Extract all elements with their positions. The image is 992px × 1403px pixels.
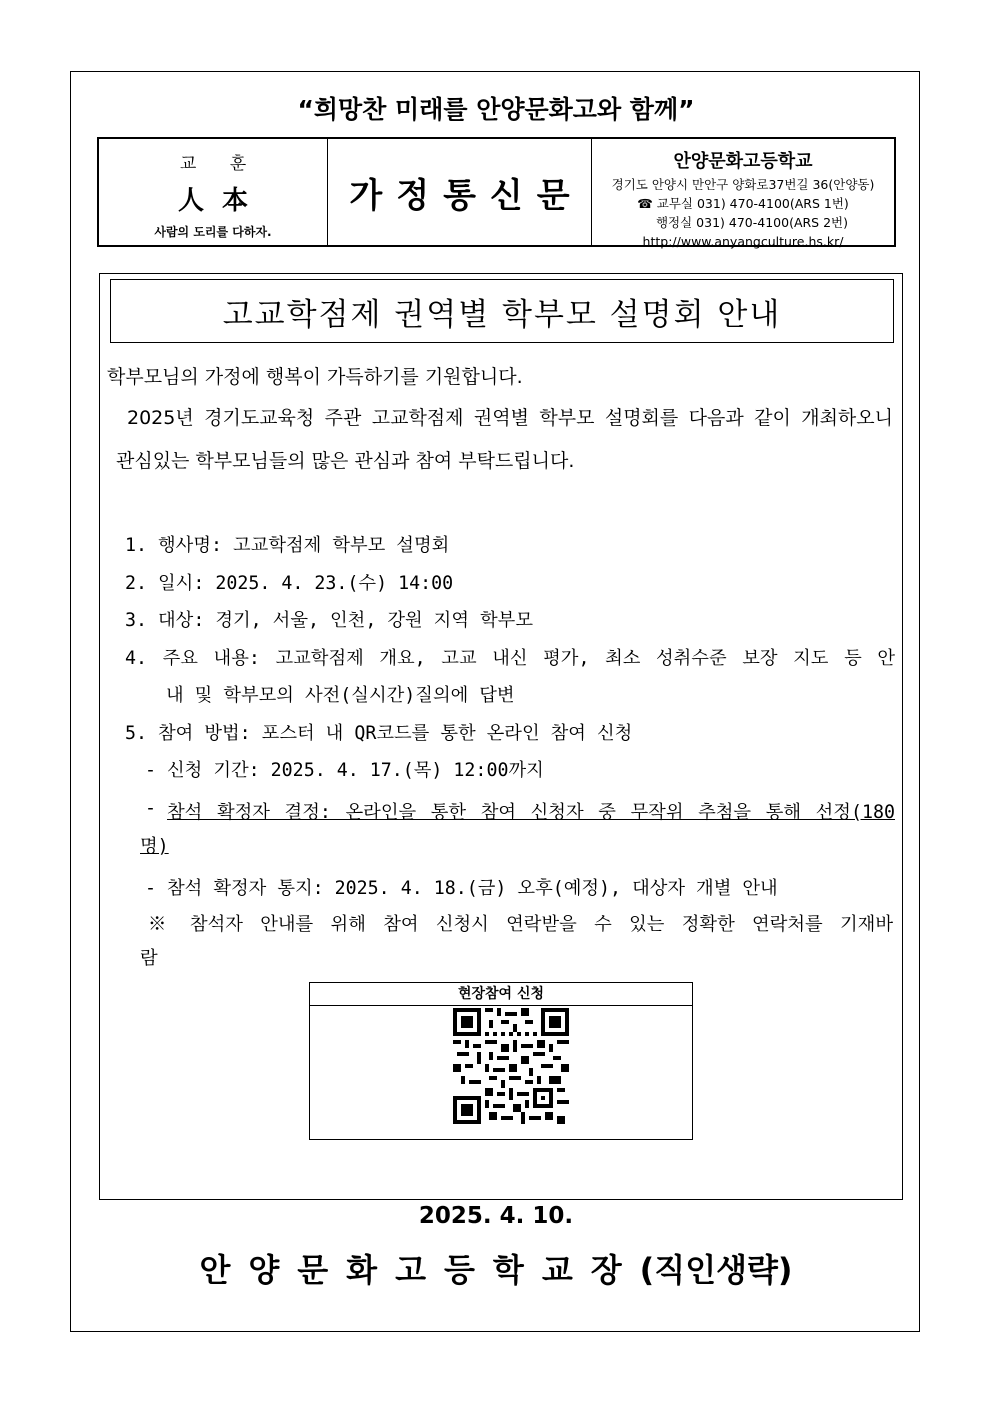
item-target: 3. 대상: 경기, 서울, 인천, 강원 지역 학부모 [125, 610, 533, 631]
qr-code-icon[interactable] [453, 1008, 569, 1124]
principal-signature [0, 1245, 992, 1291]
greeting: 학부모님의 가정에 행복이 가득하기를 기원합니다. [107, 366, 523, 388]
school-slogan: “희망찬 미래를 안양문화고와 함께” [297, 95, 695, 124]
intro-line-2: 관심있는 학부모님들의 많은 관심과 참여 부탁드립니다. [116, 450, 575, 472]
item-event: 1. 행사명: 고교학점제 학부모 설명회 [125, 535, 450, 556]
school-website-link[interactable]: http://www.anyangculture.hs.kr/ [642, 234, 844, 249]
school-info [592, 139, 894, 249]
item-notify: - 참석 확정자 통지: 2025. 4. 18.(금) 오후(예정), 대상자 개별 안내 [145, 878, 778, 899]
school-motto [99, 139, 328, 245]
phone-office: ☎ 교무실 031) 470-4100(ARS 1번) [637, 196, 849, 211]
newsletter-title: 가정통신문 [349, 175, 584, 216]
letterhead [97, 137, 896, 247]
selection-line-2: 명) [140, 836, 169, 857]
motto-label: 교 훈 [179, 154, 261, 174]
newsletter-cell [328, 139, 592, 245]
issue-date: 2025. 4. 10. [418, 1203, 574, 1229]
qr-signup-box [309, 982, 693, 1140]
principal-title: 안양문화고등학교장 [199, 1251, 640, 1289]
remark-line-2: 람 [140, 948, 158, 969]
item-datetime: 2. 일시: 2025. 4. 23.(수) 14:00 [125, 572, 454, 594]
motto-sub: 사람의 도리를 다하자. [154, 225, 272, 239]
phone-admin: 행정실 031) 470-4100(ARS 2번) [655, 215, 848, 230]
item-content-1: 4. 주요 내용: 고교학점제 개요, 고교 내신 평가, 최소 성취수준 보장 지도 등 안 [125, 647, 895, 669]
seal-note: (직인생략) [639, 1251, 793, 1289]
selection-dash: - [145, 798, 168, 819]
school-address: 경기도 안양시 만안구 양화로37번길 36(안양동) [611, 177, 875, 192]
item-method: 5. 참여 방법: 포스터 내 QR코드를 통한 온라인 참여 신청 [125, 722, 633, 744]
school-name: 안양문화고등학교 [673, 151, 813, 172]
intro-line-1: 2025년 경기도교육청 주관 고교학점제 권역별 학부모 설명회를 다음과 같이 개최하오니 [127, 407, 893, 429]
notice-items [125, 527, 895, 792]
notice-title: 고교학점제 권역별 학부모 설명회 안내 [110, 279, 894, 343]
motto-main: 人本 [177, 186, 266, 216]
qr-label: 현장참여 신청 [310, 983, 692, 1006]
selection-text: 참석 확정자 결정: 온라인을 통한 참여 신청자 중 무작위 추첨을 통해 선정(180 [167, 802, 895, 823]
item-content-2: 내 및 학부모의 사전(실시간)질의에 답변 [166, 685, 515, 706]
item-period: - 신청 기간: 2025. 4. 17.(목) 12:00까지 [145, 760, 544, 781]
selection-line-1 [145, 798, 895, 824]
school-contact [592, 175, 894, 251]
remark-line-1: ※ 참석자 안내를 위해 참여 신청시 연락받을 수 있는 정확한 연락처를 기재바 [148, 914, 893, 935]
